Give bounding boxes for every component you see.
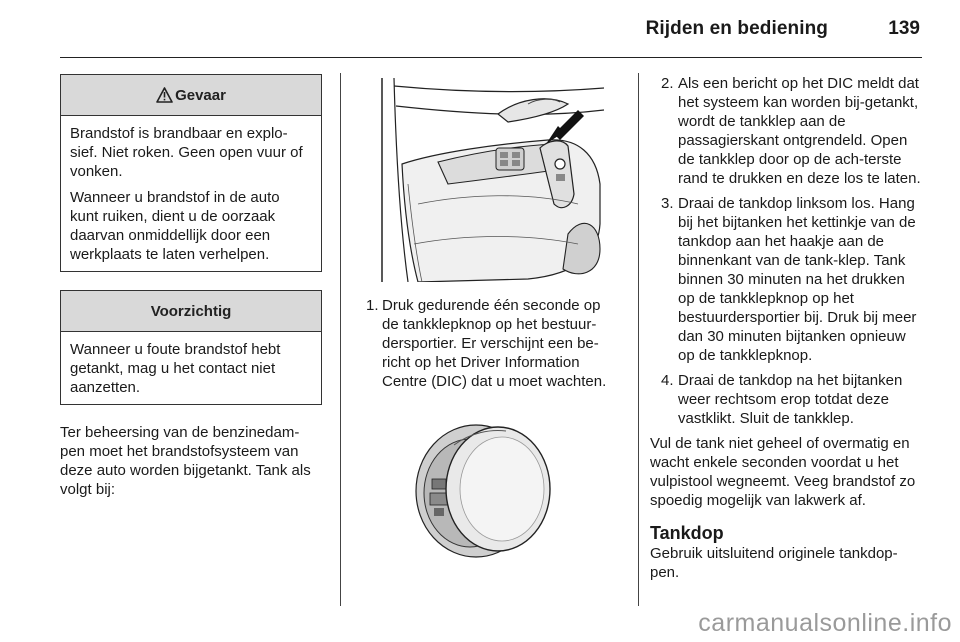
- column-left: [60, 74, 322, 505]
- running-head-title: Rijden en bediening: [645, 18, 828, 39]
- caution-box-heading: Voorzichtig: [150, 302, 232, 320]
- caution-box: [60, 290, 322, 405]
- danger-box-body: [61, 116, 321, 271]
- caution-box-body: [61, 332, 321, 404]
- column-divider: [638, 73, 639, 606]
- section-heading: Tankdop: [650, 523, 724, 543]
- step-text: Druk gedurende één seconde op de tankklepknop op het bestuur-dersportier. Er verschijnt een be-richt op het Driver Information Centre (DIC) dat u moet wachten.: [382, 297, 607, 390]
- caution-paragraph: Wanneer u foute brandstof hebt getankt, mag u het contact niet aanzetten.: [70, 341, 281, 396]
- fuel-cap-icon: [410, 413, 556, 563]
- steps-list: [352, 296, 620, 391]
- column-divider: [340, 73, 341, 606]
- step-item: [650, 371, 922, 428]
- door-panel-illustration: [378, 74, 604, 282]
- warning-triangle-icon: [156, 87, 173, 103]
- danger-box-heading: Gevaar: [175, 86, 226, 104]
- step-number: 3.: [661, 195, 674, 212]
- closing-paragraph: Vul de tank niet geheel of overmatig en wacht enkele seconden voordat u het vulpistool wegneemt. Veeg brandstof zo spoedig mogelijk van lakwerk af.: [650, 435, 916, 509]
- step-text: Draai de tankdop na het bijtanken weer rechtsom erop totdat deze vastklikt. Sluit de tankklep.: [678, 372, 903, 427]
- danger-paragraph: Brandstof is brandbaar en explo-sief. Niet roken. Geen open vuur of vonken.: [70, 125, 303, 180]
- step-item: [650, 194, 922, 365]
- step-text: Draai de tankdop linksom los. Hang bij het bijtanken het kettinkje van de tankdop aan het haakje aan de binnenkant van de tank-klep. Tank binnen 30 minuten na het drukken op de tankklepknop op het bestuurdersportier bij. Druk bij meer dan 30 minuten bijtanken opnieuw op de tankklepknop.: [678, 195, 917, 364]
- steps-list: [650, 74, 922, 428]
- section-text: Gebruik uitsluitend originele tankdop-pen.: [650, 545, 898, 581]
- column-middle: [352, 74, 620, 563]
- watermark: carmanualsonline.info: [698, 609, 952, 637]
- column-right: [650, 74, 922, 588]
- danger-box: [60, 74, 322, 272]
- step-text: Als een bericht op het DIC meldt dat het systeem kan worden bij-getankt, wordt de tankklep aan de passagierskant ontgrendeld. Open de tankklep door op de ach-terste rand te drukken en deze los te laten.: [678, 75, 921, 187]
- page-number: 139: [888, 18, 920, 39]
- step-number: 4.: [661, 372, 674, 389]
- danger-paragraph: Wanneer u brandstof in de auto kunt ruiken, dient u de oorzaak daarvan onmiddellijk door een werkplaats te laten verhelpen.: [70, 189, 280, 263]
- door-panel-fuel-button-icon: [378, 74, 604, 282]
- fuel-cap-illustration: [410, 413, 556, 563]
- step-number: 1.: [366, 297, 379, 314]
- step-number: 2.: [661, 75, 674, 92]
- pointer-arrow-icon: [546, 110, 584, 144]
- step-item: [352, 296, 620, 391]
- header-rule: [60, 57, 922, 58]
- intro-paragraph: Ter beheersing van de benzinedam-pen moet het brandstofsysteem van deze auto worden bijgetankt. Tank als volgt bij:: [60, 424, 311, 498]
- caution-box-header: [61, 291, 321, 332]
- danger-box-header: [61, 75, 321, 116]
- step-item: [650, 74, 922, 188]
